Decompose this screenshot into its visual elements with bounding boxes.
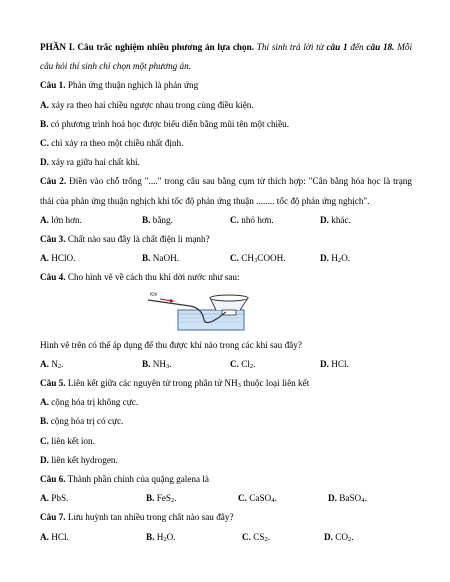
water-displacement-diagram (140, 288, 290, 334)
q6-options (40, 489, 412, 508)
q2-option-c[interactable]: C. nhỏ hơn. (230, 214, 274, 225)
gas-collection-figure (40, 288, 412, 336)
q7-option-a[interactable]: A. HCl. (40, 531, 69, 542)
q7-options (40, 528, 412, 547)
q6-option-d[interactable]: D. BaSO$_4$. (328, 493, 367, 505)
exam-page (40, 38, 412, 547)
q7-option-c[interactable]: C. $CS_2$. (242, 531, 271, 543)
q6-option-b[interactable]: B. FeS$_2$. (146, 493, 177, 505)
gas-label: Khí (150, 291, 158, 298)
q4-option-d[interactable]: D. HCl. (320, 358, 349, 369)
q7-option-b[interactable]: B. $H_2O$. (146, 531, 176, 543)
q1-option-c[interactable]: C. chỉ xảy ra theo một chiều nhất định. (40, 138, 184, 149)
q5-option-a[interactable]: A. cộng hóa trị không cực. (40, 397, 139, 408)
q3-option-a[interactable]: A. HClO. (40, 253, 76, 264)
question-2: Câu 2. Điền vào chỗ trống "...." trong câu sau bằng cụm từ thích hợp: "Cân bằng hóa học là trạng thái của phản ứng thuận nghịch khi tốc độ phản ứng thuận ........ tốc độ phản ứng nghịch". (40, 176, 412, 206)
question-5: Câu 5. Liên kết giữa các nguyên tử trong phân tử $NH_3$ thuộc loại liên kết (40, 378, 310, 389)
q2-option-a[interactable]: A. lớn hơn. (40, 214, 82, 225)
q3-options (40, 249, 412, 268)
q2-options (40, 211, 412, 230)
question-3: Câu 3. Chất nào sau đây là chất điện li mạnh? (40, 234, 210, 245)
q1-option-d[interactable]: D. xảy ra giữa hai chất khí. (40, 157, 140, 168)
question-4-prompt: Hình vẽ trên có thể áp dụng để thu được khí nào trong các khí sau đây? (40, 339, 302, 350)
instruction-text: Thí sinh trả lời từ (256, 42, 324, 52)
q2-option-d[interactable]: D. khác. (320, 214, 351, 225)
q4-option-c[interactable]: C. $Cl_2$. (230, 358, 256, 370)
q7-option-d[interactable]: D. $CO_2$. (324, 531, 354, 543)
q6-option-c[interactable]: C. CaSO$_4$. (238, 493, 277, 505)
q3-option-b[interactable]: B. NaOH. (142, 253, 180, 264)
q3-option-c[interactable]: C. $CH_3COOH$. (230, 253, 286, 265)
q5-option-b[interactable]: B. cộng hóa trị có cực. (40, 416, 124, 427)
q5-option-d[interactable]: D. liên kết hydrogen. (40, 454, 118, 465)
question-6: Câu 6. Thành phần chính của quặng galena là (40, 474, 210, 485)
q5-option-c[interactable]: C. liên kết ion. (40, 435, 95, 446)
q4-option-b[interactable]: B. $NH_3$. (142, 358, 172, 370)
q1-option-b[interactable]: B. có phương trình hoá học được biểu diễn bằng mũi tên một chiều. (40, 118, 290, 129)
q2-option-b[interactable]: B. bằng. (142, 214, 173, 225)
gas-flow-arrow (160, 299, 172, 301)
question-1: Câu 1. Phản ứng thuận nghịch là phản ứng (40, 80, 199, 91)
q3-option-d[interactable]: D. $H_2O$. (320, 253, 351, 265)
section-header: PHẦN I. Câu trắc nghiệm nhiều phương án lựa chọn. Thí sinh trả lời từ câu 1 đến câu 18. Mỗi câu hỏi thí sinh chỉ chọn một phương án. (40, 42, 413, 72)
question-4: Câu 4. Cho hình vẽ về cách thu khí dời nước như sau: (40, 272, 240, 283)
question-7: Câu 7. Lưu huỳnh tan nhiều trong chất nào sau đây? (40, 512, 234, 523)
section-title: PHẦN I. Câu trắc nghiệm nhiều phương án lựa chọn. (40, 42, 255, 52)
q1-option-a[interactable]: A. xảy ra theo hai chiều ngược nhau trong cùng điều kiện. (40, 99, 254, 110)
q4-option-a[interactable]: A. $N_2$. (40, 358, 64, 370)
q6-option-a[interactable]: A. PbS. (40, 493, 69, 504)
q4-options (40, 355, 412, 374)
